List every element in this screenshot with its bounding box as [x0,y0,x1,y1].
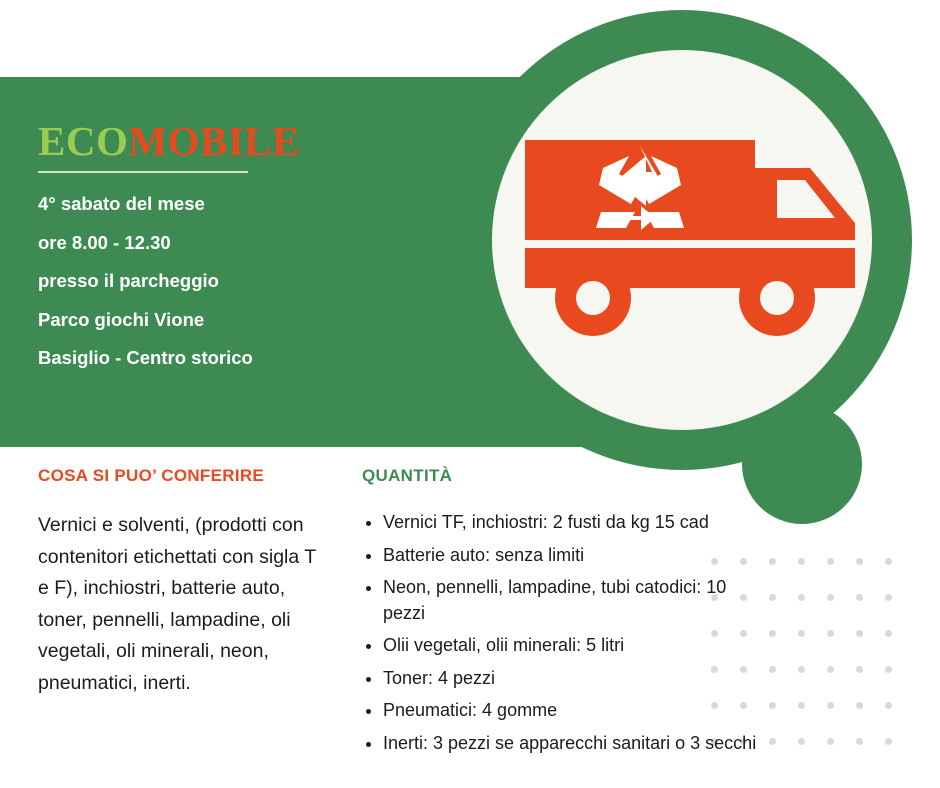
list-item: • Neon, pennelli, lampadine, tubi catodici: 10 pezzi [383,575,762,626]
header-line-4: Parco giochi Vione [38,308,205,330]
logo-text-mobile: MOBILE [128,118,300,164]
left-column-title: COSA SI PUO’ CONFERIRE [38,466,265,485]
list-item: • Batterie auto: senza limiti [383,543,762,569]
page-title [38,120,458,163]
recycling-truck-icon [515,120,885,370]
right-column-title: QUANTITÀ [362,466,453,485]
list-item: • Toner: 4 pezzi [383,666,762,692]
title-divider [38,171,248,173]
header-content [38,120,458,388]
list-item: • Inerti: 3 pezzi se apparecchi sanitari o 3 secchi [383,731,762,757]
list-item: • Vernici TF, inchiostri: 2 fusti da kg 15 cad [383,510,762,536]
header-line-3: presso il parcheggio [38,270,219,292]
header-line-2: ore 8.00 - 12.30 [38,231,171,253]
header-line-1: 4° sabato del mese [38,193,205,215]
list-item: • Pneumatici: 4 gomme [383,698,762,724]
header-line-5: Basiglio - Centro storico [38,347,253,369]
right-column [362,466,762,763]
logo-text-eco: ECO [38,118,129,164]
left-column-body: Vernici e solventi, (prodotti con contenitori etichettati con sigla T e F), inchiostri, batterie auto, toner, pennelli, lampadine, oli vegetali, oli minerali, neon, pneumatici, inerti. [38,514,316,694]
list-item: • Olii vegetali, olii minerali: 5 litri [383,633,762,659]
quantity-list [362,510,762,756]
left-column [38,466,328,699]
